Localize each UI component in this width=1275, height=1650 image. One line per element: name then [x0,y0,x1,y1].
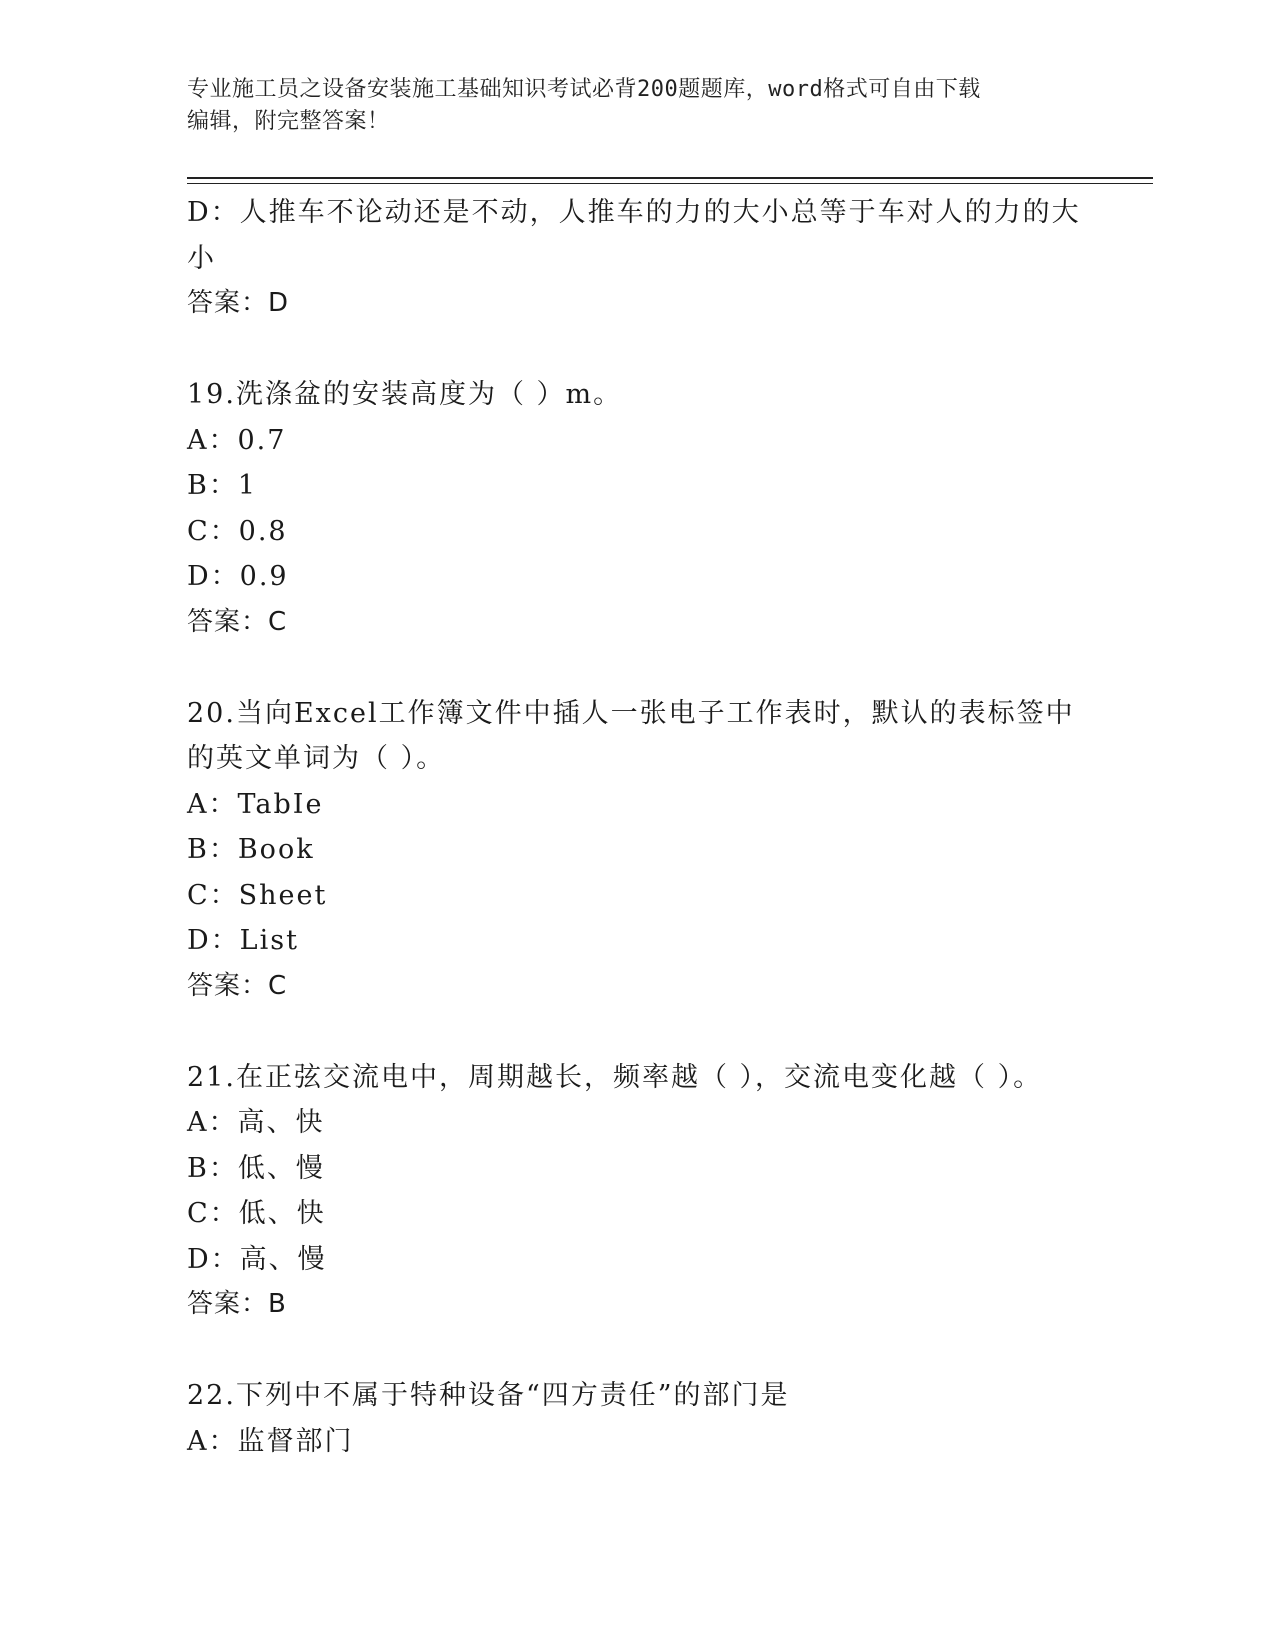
option-c: C：低、快 [187,1198,326,1229]
option-a: A：TabIe [187,788,324,820]
option-d-line-1: D：人推车不论动还是不动，人推车的力的大小总等于车对人的力的大 [187,197,1081,228]
answer-line: 答案：B [187,1289,287,1319]
question-22 [187,1373,1087,1464]
continued-question [187,190,1087,327]
question-stem: 22.下列中不属于特种设备“四方责任”的部门是 [187,1380,790,1411]
header-title-line-2: 编辑，附完整答案！ [187,109,390,134]
option-d-line-2: 小 [187,242,216,274]
option-b: B：Book [187,834,315,865]
option-b: B：低、慢 [187,1152,325,1184]
question-stem-line-1: 20.当向Excel工作簿文件中插人一张电子工作表时，默认的表标签中 [187,697,1075,729]
answer-line: 答案：C [187,970,288,1001]
option-b: B：1 [187,470,258,501]
question-19 [187,372,1087,645]
option-d: D：0.9 [187,561,289,592]
option-c: C：0.8 [187,515,288,547]
question-content [187,190,1087,1464]
spacer [187,327,1087,373]
question-stem: 19.洗涤盆的安装高度为（ ）m。 [187,379,623,410]
header-divider-bottom [187,183,1153,184]
option-a: A：0.7 [187,424,287,456]
option-a: A：高、快 [187,1107,325,1138]
question-stem-line-2: 的英文单词为（ ）。 [187,743,446,774]
spacer [187,645,1087,691]
spacer [187,1328,1087,1374]
question-21 [187,1055,1087,1328]
spacer [187,1009,1087,1055]
option-a: A：监督部门 [187,1425,354,1457]
header-divider-top [187,177,1153,179]
question-stem: 21.在正弦交流电中，周期越长，频率越（ ），交流电变化越（ ）。 [187,1061,1043,1093]
option-d: D：List [187,925,299,956]
option-c: C：Sheet [187,879,328,911]
answer-line: 答案：D [187,288,290,318]
document-header [187,74,1087,138]
option-d: D：高、慢 [187,1243,327,1275]
header-title-line-1: 专业施工员之设备安装施工基础知识考试必背200题题库，word格式可自由下载 [187,77,981,102]
answer-line: 答案：C [187,606,288,637]
question-20 [187,691,1087,1010]
